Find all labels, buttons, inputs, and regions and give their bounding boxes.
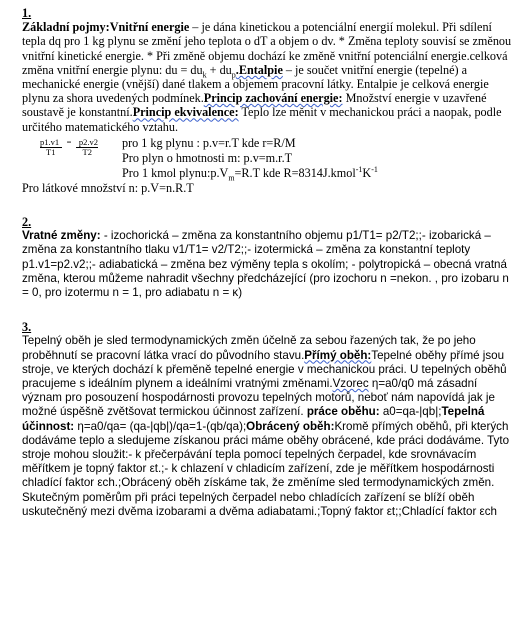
section-1-last-line: Pro látkové množství n: p.V=n.R.T: [22, 180, 194, 195]
section-1-text-b: + du: [206, 62, 232, 77]
section-3-text-5: η=a0/qa= (qa-|qb|)/qa=1-(qb/qa);: [74, 419, 247, 433]
section-2: [22, 215, 518, 300]
formula-line-3-b: =R.T kde R=8314J.kmol: [234, 165, 356, 180]
formula-line-3-a: Pro 1 kmol plynu:p.V: [122, 165, 229, 180]
section-3-number: 3.: [22, 320, 32, 335]
gas-law-formulas: [22, 136, 518, 181]
fraction-numerator-left: p1.v1: [40, 136, 60, 147]
section-1-text-d: Množství energie v uzavřené soustavě je konstantní.: [22, 91, 487, 120]
princip-zachovani-term: Princip zachování energie:: [203, 91, 343, 106]
fraction-denominator-left: T1: [46, 146, 56, 157]
section-1-text-a: – je dána kinetickou a potenciální energií molekul. Při sdílení tepla dq pro 1 kg plynu se změní jeho teplota o dT a objem o dv. * Změna teploty souvisí se změnou vnitřní kinetické energie. * Při změně objemu dochází ke změně vnitřní potenciální energie.celková změna vnitřní energie plynu: du = du: [22, 20, 512, 77]
entalpie-term: .Entalpie: [235, 62, 283, 77]
prace-obehu-term: práce oběhu:: [303, 405, 380, 419]
formula-line-3-c: K: [362, 165, 372, 180]
tepelna-ucinnost-term: Tepelná účinnost:: [22, 405, 485, 433]
obraceny-obeh-term: Obrácený oběh:: [246, 419, 335, 433]
formula-line-3-sub: m: [228, 173, 235, 183]
section-3: [22, 320, 518, 519]
section-3-text-4: a0=qa-|qb|;: [379, 405, 442, 419]
formula-line-3-sup2: -1: [371, 164, 378, 174]
subscript-k: k: [202, 70, 207, 80]
section-1-text-c: – je součet vnitřní energie (tepelné) a mechanické energie (vnější) dané tlakem a objemem pracovní látky. Entalpie je celková energie plynu za shora uvedených podmínek.: [22, 62, 489, 106]
section-1-number: 1.: [22, 6, 32, 20]
gas-law-fraction: [40, 138, 98, 157]
section-3-text-1: Tepelný oběh je sled termodynamických změn účelně za sebou řazených tak, že po jeho proběhnutí se pracovní látka vrací do původního stavu.: [22, 334, 476, 362]
fraction-equals: =: [66, 136, 72, 147]
fraction-numerator-right: p2.v2: [78, 136, 98, 147]
section-2-body: - izochorická – změna za konstantního objemu p1/T1= p2/T2;;- izobarická – změna za konstantního tlaku v1/T1= v2/T2;;- izotermická – změna za konstantní teploty p1.v1=p2.v2;;- adiabatická – změna bez výměny tepla s okolím; - polytropická – obecná vratná změna, kterou můžeme nahradit všechny předcházející (pro izochoru n =nekon. , pro izobaru n = 0, pro izotermu n = 1, pro adiabatu n = κ): [22, 229, 509, 300]
section-2-number: 2.: [22, 215, 32, 230]
section-2-title: Vratné změny:: [22, 229, 101, 243]
section-3-text-2: Tepelné oběhy přímé jsou stroje, ve kterých dochází k přeměně tepelné energie v mechanickou práci. U tepelných oběhů pracujeme s ideálním plynem a ideálními vratnými změnami.: [22, 348, 507, 391]
section-3-text-6: Kromě přímých oběhů, při kterých dodáváme teplo a sledujeme získanou práci máme oběhy obrácené, kde práci dodáváme. Tyto stroje mohou sloužit:- k přečerpávání tepla pomocí tepelných čerpadel, kde srovnávacím měřítkem je topný faktor εt.;- k chlazení v chladicím zařízení, zde je měřítkem hospodárnosti chladící faktor εch.;Obrácený oběh získáme tak, že změníme sled termodynamických změn. Skutečným poměrům při práci tepelných čerpadel nebo chladících zařízení se blíží oběh uskutečněný mezi dvěma izobarami a dvěma adiabatami.;Topný faktor εt;;Chladící faktor εch: [22, 419, 510, 518]
formula-line-1: pro 1 kg plynu : p.v=r.T kde r=R/M: [122, 135, 296, 150]
primy-obeh-term: Přímý oběh:: [304, 348, 372, 362]
formula-line-3: [122, 164, 378, 183]
fraction-denominator-right: T2: [82, 146, 92, 157]
section-3-text-3: η=a0/q0 má zásadní význam pro posouzení hospodárnosti provozu tepelných motorů, neboť nám napovídá jak je možné úspěšně zvětšovat termickou účinnost zařízení.: [22, 377, 495, 419]
subscript-p: p: [231, 70, 236, 80]
section-2-paragraph: [22, 229, 518, 300]
formula-line-3-sup: -1: [355, 164, 363, 174]
vzorec-term: Vzorec: [332, 377, 369, 391]
section-1-paragraph: [22, 20, 518, 134]
section-1-text-e: Teplo lze měnit v mechanickou práci a naopak, podle určitého matematického vztahu.: [22, 105, 502, 134]
section-1: [22, 6, 518, 195]
section-1-title: Základní pojmy:Vnitřní energie: [22, 20, 190, 35]
formula-line-2: Pro plyn o hmotnosti m: p.v=m.r.T: [122, 150, 293, 165]
section-3-paragraph: [22, 334, 518, 519]
princip-ekvivalence-term: Princip ekvivalence:: [132, 105, 239, 120]
